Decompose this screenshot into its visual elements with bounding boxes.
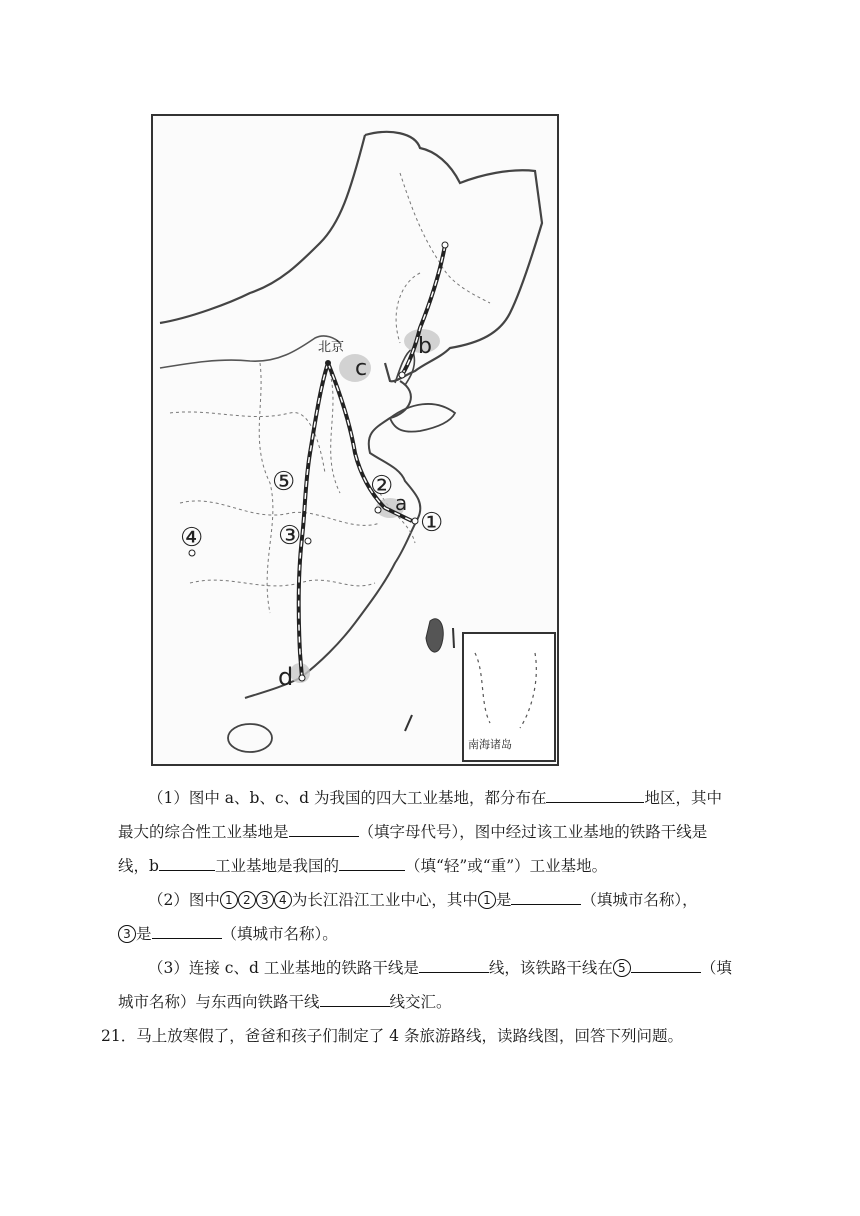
base-d-label: d xyxy=(278,663,294,691)
q2-text: 是 xyxy=(136,925,152,943)
q1-text: 线，b xyxy=(118,857,159,875)
q3-text: 城市名称）与东西向铁路干线 xyxy=(118,993,320,1011)
q2-line-2 xyxy=(118,917,738,951)
inset-label: 南海诸岛 xyxy=(468,738,512,751)
city-marker-1: ① xyxy=(420,508,444,538)
base-b-label: b xyxy=(418,334,432,359)
answer-blank[interactable] xyxy=(511,886,581,905)
q1-text: 地区，其中 xyxy=(644,789,722,807)
base-c-label: c xyxy=(355,356,368,381)
question-number: 21． xyxy=(101,1027,137,1045)
q2-text: 是 xyxy=(495,891,512,909)
q21-line xyxy=(101,1019,738,1053)
city-marker-2: ② xyxy=(370,471,394,501)
q3-text: （填 xyxy=(700,959,732,977)
china-industrial-base-map xyxy=(150,113,560,767)
q21-text: 马上放寒假了，爸爸和孩子们制定了 4 条旅游路线，读路线图，回答下列问题。 xyxy=(136,1027,683,1045)
circled-number: 4 xyxy=(274,891,292,909)
guangzhou-dot xyxy=(299,675,305,681)
answer-blank[interactable] xyxy=(159,852,215,871)
island-mark xyxy=(453,628,454,648)
q1-line-1 xyxy=(118,781,738,815)
q2-text: （2）图中 xyxy=(148,891,220,909)
beijing-dot xyxy=(325,360,331,366)
circled-number: 3 xyxy=(256,891,274,909)
map-drawing xyxy=(150,113,560,767)
q2-text: 为长江沿江工业中心，其中 xyxy=(291,891,478,909)
nanjing-dot xyxy=(375,507,381,513)
wuhan-dot xyxy=(305,538,311,544)
q2-text: （填城市名称）， xyxy=(581,891,698,909)
q3-text: 线，该铁路干线在 xyxy=(488,959,613,977)
answer-blank[interactable] xyxy=(289,818,359,837)
answer-blank[interactable] xyxy=(419,954,489,973)
base-a-label: a xyxy=(395,491,408,515)
q1-line-3 xyxy=(118,849,738,883)
q2-line-1 xyxy=(118,883,738,917)
beijing-label: 北京 xyxy=(318,340,345,355)
answer-blank[interactable] xyxy=(339,852,405,871)
city-marker-4: ④ xyxy=(180,523,204,553)
city-marker-3: ③ xyxy=(278,521,302,551)
answer-blank[interactable] xyxy=(546,784,644,803)
q1-text: （填“轻”或“重”）工业基地。 xyxy=(404,857,608,875)
question-block xyxy=(101,781,738,1053)
harbin-dot xyxy=(442,242,448,248)
circled-number: 2 xyxy=(238,891,256,909)
circled-number: 5 xyxy=(613,959,631,977)
dalian-dot xyxy=(399,372,405,378)
q1-text: （1）图中 a、b、c、d 为我国的四大工业基地，都分布在 xyxy=(148,789,547,807)
circled-number: 1 xyxy=(220,891,238,909)
q3-line-1 xyxy=(118,951,738,985)
circled-number: 1 xyxy=(478,891,496,909)
q1-text: 工业基地是我国的 xyxy=(214,857,339,875)
circled-number: 3 xyxy=(118,925,136,943)
q1-line-2 xyxy=(118,815,738,849)
shanghai-dot xyxy=(412,518,418,524)
q3-text: 线交汇。 xyxy=(389,993,452,1011)
city-marker-5: ⑤ xyxy=(272,467,296,497)
answer-blank[interactable] xyxy=(631,954,701,973)
q2-text: （填城市名称）。 xyxy=(221,925,338,943)
q3-line-2 xyxy=(118,985,738,1019)
answer-blank[interactable] xyxy=(320,988,390,1007)
q3-text: （3）连接 c、d 工业基地的铁路干线是 xyxy=(148,959,419,977)
answer-blank[interactable] xyxy=(152,920,222,939)
q1-text: 最大的综合性工业基地是 xyxy=(118,823,289,841)
q1-text: （填字母代号），图中经过该工业基地的铁路干线是 xyxy=(358,823,708,841)
